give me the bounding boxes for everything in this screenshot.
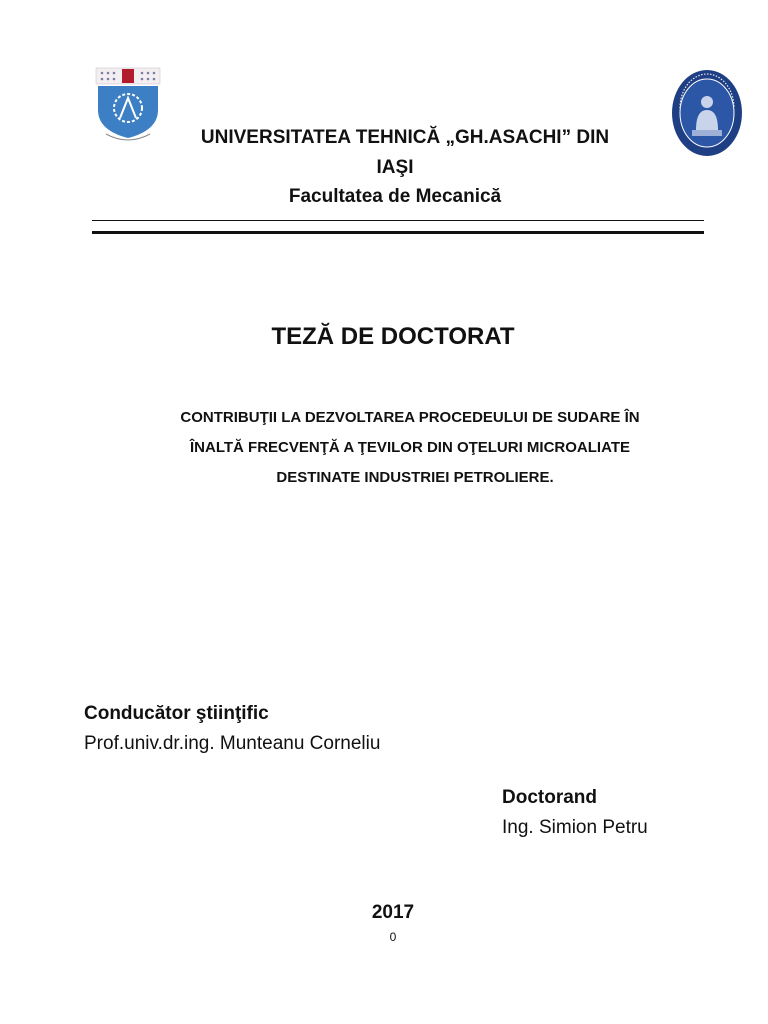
thesis-title-line: DESTINATE INDUSTRIEI PETROLIERE.	[276, 469, 554, 486]
faculty-name: Facultatea de Mecanică	[288, 186, 502, 207]
page-number: 0	[389, 930, 397, 944]
supervisor-name: Prof.univ.dr.ing. Munteanu Corneliu	[84, 733, 381, 754]
document-type-title: TEZĂ DE DOCTORAT	[271, 323, 515, 350]
thesis-title-line: ÎNALTĂ FRECVENŢĂ A ŢEVILOR DIN OŢELURI MICROALIATE	[190, 439, 630, 456]
candidate-name: Ing. Simion Petru	[502, 817, 648, 838]
candidate-label: Doctorand	[502, 787, 597, 808]
university-seal-icon	[670, 68, 744, 158]
university-name: UNIVERSITATEA TEHNICĂ „GH.ASACHI” DIN	[200, 127, 610, 148]
header-divider-thin	[92, 220, 704, 221]
university-city: IAŞI	[376, 157, 414, 178]
header-divider-thick	[92, 231, 704, 234]
thesis-title-line: CONTRIBUŢII LA DEZVOLTAREA PROCEDEULUI DE SUDARE ÎN	[180, 409, 640, 426]
supervisor-label: Conducător ştiinţific	[84, 703, 269, 724]
year: 2017	[371, 902, 415, 923]
